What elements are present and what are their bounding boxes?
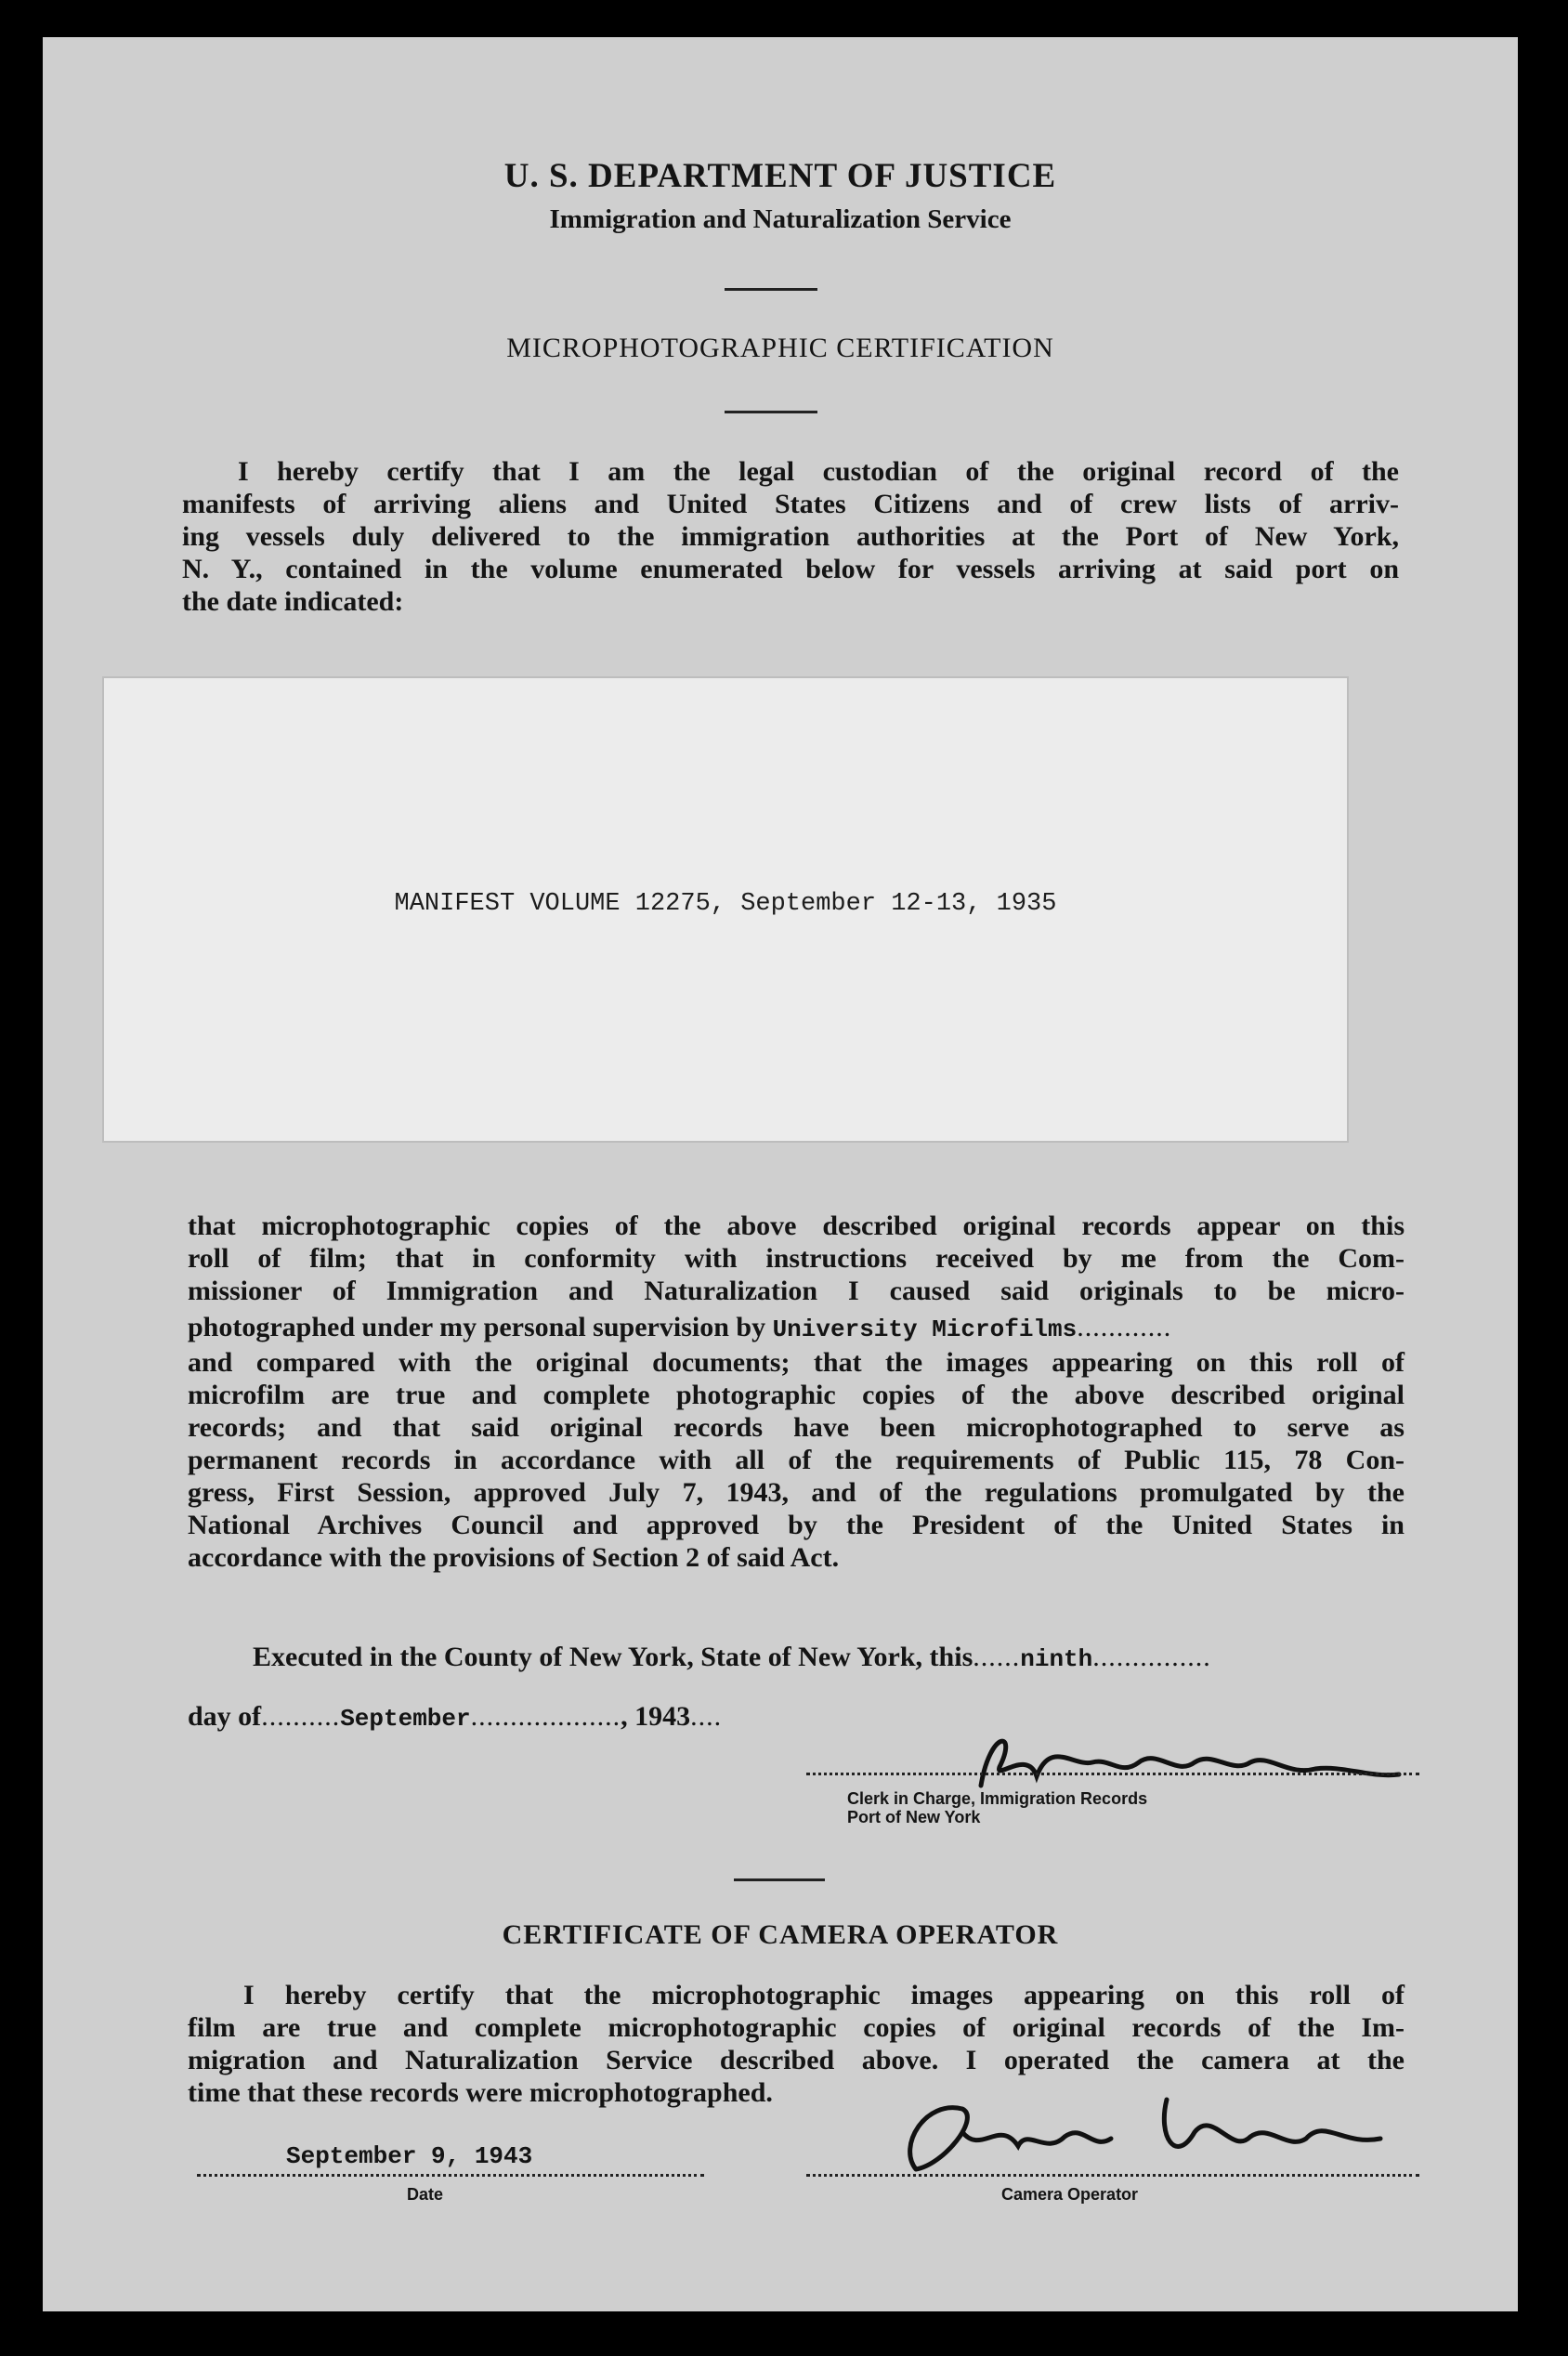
camera-line: migration and Naturalization Service described above. I operated the camera at the bbox=[188, 2045, 1405, 2075]
camera-certificate-title: CERTIFICATE OF CAMERA OPERATOR bbox=[502, 1919, 1059, 1950]
intro-line: the date indicated: bbox=[182, 586, 404, 617]
dotted-fill: ............... bbox=[1092, 1642, 1211, 1672]
clerk-title-line: Port of New York bbox=[847, 1808, 981, 1826]
body-line: that microphotographic copies of the above described original records appear on this bbox=[188, 1211, 1405, 1241]
certificate-page bbox=[43, 37, 1518, 2311]
body-line: National Archives Council and approved by the President of the United States in bbox=[188, 1510, 1405, 1540]
certification-title: MICROPHOTOGRAPHIC CERTIFICATION bbox=[506, 333, 1054, 363]
department-title: U. S. DEPARTMENT OF JUSTICE bbox=[503, 157, 1057, 195]
body-line: roll of film; that in conformity with instructions received by me from the Com- bbox=[188, 1243, 1405, 1274]
execution-prefix: Executed in the County of New York, State of New York, this bbox=[253, 1642, 973, 1672]
intro-line: I hereby certify that I am the legal custodian of the original record of the bbox=[238, 456, 1399, 487]
service-subtitle: Immigration and Naturalization Service bbox=[549, 204, 1012, 234]
divider-mid bbox=[725, 411, 817, 413]
camera-date-value: September 9, 1943 bbox=[286, 2142, 533, 2170]
execution-month: September bbox=[340, 1705, 471, 1733]
camera-line: I hereby certify that the microphotographic images appearing on this roll of bbox=[243, 1980, 1405, 2010]
operator-signature-line bbox=[806, 2174, 1419, 2177]
intro-line: N. Y., contained in the volume enumerated below for vessels arriving at said port on bbox=[182, 554, 1399, 584]
camera-line: film are true and complete microphotographic copies of original records of the Im- bbox=[188, 2012, 1405, 2043]
execution-line bbox=[253, 1641, 1405, 1676]
body-line: records; and that said original records have been microphotographed to serve as bbox=[188, 1412, 1405, 1443]
operator-label: Camera Operator bbox=[1001, 2185, 1139, 2204]
body-line: gress, First Session, approved July 7, 1943, and of the regulations promulgated by the bbox=[188, 1477, 1405, 1508]
body-paragraph bbox=[188, 1210, 1405, 1574]
intro-line: ing vessels duly delivered to the immigration authorities at the Port of New York, bbox=[182, 521, 1399, 552]
divider-bottom bbox=[734, 1878, 825, 1881]
clerk-title bbox=[847, 1789, 1147, 1826]
body-line: microfilm are true and complete photographic copies of the above described original bbox=[188, 1380, 1405, 1410]
execution-year: , 1943 bbox=[621, 1701, 691, 1732]
date-line bbox=[197, 2174, 704, 2177]
day-of-line bbox=[188, 1700, 1024, 1735]
dotted-fill: ............ bbox=[1077, 1312, 1172, 1342]
dotted-fill: ................... bbox=[470, 1701, 621, 1732]
body-line: and compared with the original documents; that the images appearing on this roll of bbox=[188, 1347, 1405, 1378]
dotted-fill: .......... bbox=[261, 1701, 341, 1732]
intro-line: manifests of arriving aliens and United States Citizens and of crew lists of arriv- bbox=[182, 489, 1399, 519]
intro-paragraph bbox=[182, 455, 1399, 618]
day-of-label: day of bbox=[188, 1701, 262, 1732]
dotted-fill: .... bbox=[690, 1701, 723, 1732]
divider-top bbox=[725, 288, 817, 291]
date-label: Date bbox=[407, 2185, 444, 2204]
body-line: permanent records in accordance with all of the requirements of Public 115, 78 Con- bbox=[188, 1445, 1405, 1475]
dotted-fill: ...... bbox=[973, 1642, 1021, 1672]
body-line-photographer bbox=[188, 1311, 1405, 1346]
body-line: accordance with the provisions of Section 2 of said Act. bbox=[188, 1542, 840, 1573]
camera-line: time that these records were microphotographed. bbox=[188, 2077, 773, 2108]
body-line: missioner of Immigration and Naturalization I caused said originals to be micro- bbox=[188, 1276, 1405, 1306]
manifest-slip bbox=[104, 678, 1347, 1141]
execution-day: ninth bbox=[1020, 1645, 1093, 1673]
clerk-title-line: Clerk in Charge, Immigration Records bbox=[847, 1789, 1148, 1808]
photographer-name: University Microfilms bbox=[772, 1315, 1078, 1343]
operator-signature bbox=[860, 2081, 1418, 2183]
body-line-prefix: photographed under my personal supervision by bbox=[188, 1312, 766, 1342]
manifest-volume: MANIFEST VOLUME 12275, September 12-13, 1935 bbox=[394, 890, 1057, 918]
clerk-signature-line bbox=[806, 1773, 1419, 1775]
